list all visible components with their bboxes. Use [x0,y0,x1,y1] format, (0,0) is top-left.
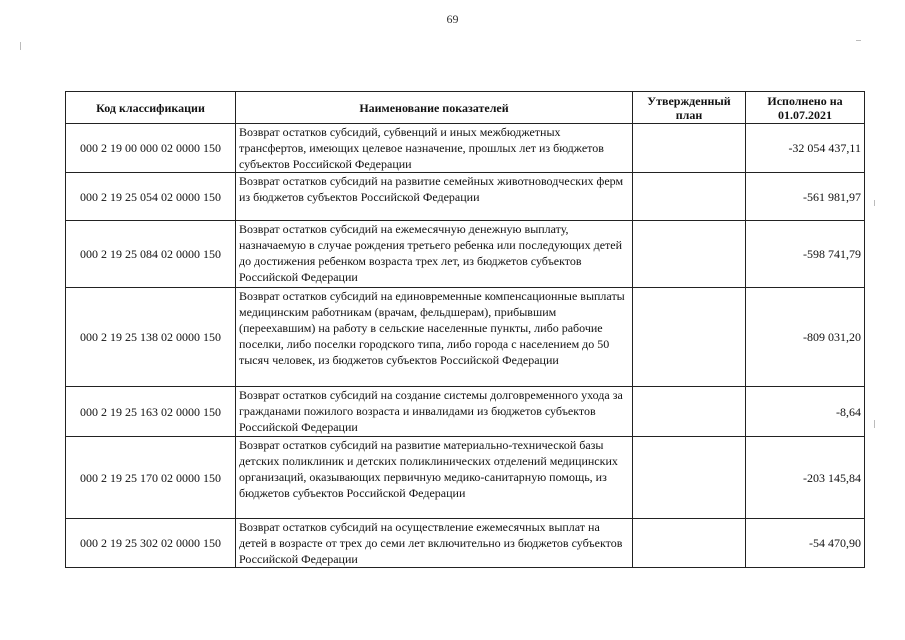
table-row [66,519,865,568]
table-header-row [66,92,865,124]
row-name: Возврат остатков субсидий на развитие материально-технической базы детских поликлиник и детских поликлинических отделений медицинских организаций, оказывающих первичную медико-санитарную помощь, из бюджетов субъектов Российской Федерации [236,437,633,519]
row-name: Возврат остатков субсидий на ежемесячную денежную выплату, назначаемую в случае рождения третьего ребенка или последующих детей до достижения ребенком возраста трех лет, из бюджетов субъектов Российской Федерации [236,221,633,288]
row-code: 000 2 19 25 054 02 0000 150 [66,173,236,221]
row-plan [633,173,746,221]
budget-execution-table [65,91,865,568]
row-code: 000 2 19 25 302 02 0000 150 [66,519,236,568]
scan-mark [20,42,21,50]
row-executed: -809 031,20 [746,288,865,387]
table-row [66,173,865,221]
row-plan [633,124,746,173]
row-name: Возврат остатков субсидий на создание системы долговременного ухода за гражданами пожилого возраста и инвалидами из бюджетов субъектов Российской Федерации [236,387,633,437]
row-executed: -598 741,79 [746,221,865,288]
header-executed-line2: 01.07.2021 [778,107,832,122]
header-executed [746,92,865,124]
row-code: 000 2 19 25 084 02 0000 150 [66,221,236,288]
table-row [66,437,865,519]
row-executed: -8,64 [746,387,865,437]
table-row [66,387,865,437]
row-plan [633,387,746,437]
row-name: Возврат остатков субсидий на единовременные компенсационные выплаты медицинским работникам (врачам, фельдшерам), прибывшим (переехавшим) на работу в сельские населенные пункты, либо рабочие поселки, либо поселки городского типа, либо города с населением до 50 тысяч человек, из бюджетов субъектов Российской Федерации [236,288,633,387]
row-plan [633,221,746,288]
header-executed-line1: Исполнено на [767,93,843,108]
scan-mark [874,200,875,206]
row-plan [633,437,746,519]
row-code: 000 2 19 25 170 02 0000 150 [66,437,236,519]
table-row [66,221,865,288]
scan-mark [856,40,861,41]
scan-mark [874,420,875,428]
row-executed: -203 145,84 [746,437,865,519]
row-code: 000 2 19 25 138 02 0000 150 [66,288,236,387]
header-plan-line2: план [675,107,703,122]
row-plan [633,288,746,387]
header-code: Код классификации [66,92,236,124]
page-number: 69 [446,12,459,26]
table-row [66,124,865,173]
header-plan [633,92,746,124]
header-plan-line1: Утвержденный [647,93,731,108]
row-code: 000 2 19 00 000 02 0000 150 [66,124,236,173]
row-code: 000 2 19 25 163 02 0000 150 [66,387,236,437]
table-row [66,288,865,387]
row-name: Возврат остатков субсидий, субвенций и иных межбюджетных трансфертов, имеющих целевое назначение, прошлых лет из бюджетов субъектов Российской Федерации [236,124,633,173]
row-executed: -32 054 437,11 [746,124,865,173]
row-plan [633,519,746,568]
row-executed: -54 470,90 [746,519,865,568]
header-name: Наименование показателей [236,92,633,124]
row-executed: -561 981,97 [746,173,865,221]
row-name: Возврат остатков субсидий на осуществление ежемесячных выплат на детей в возрасте от трех до семи лет включительно из бюджетов субъектов Российской Федерации [236,519,633,568]
row-name: Возврат остатков субсидий на развитие семейных животноводческих ферм из бюджетов субъектов Российской Федерации [236,173,633,221]
